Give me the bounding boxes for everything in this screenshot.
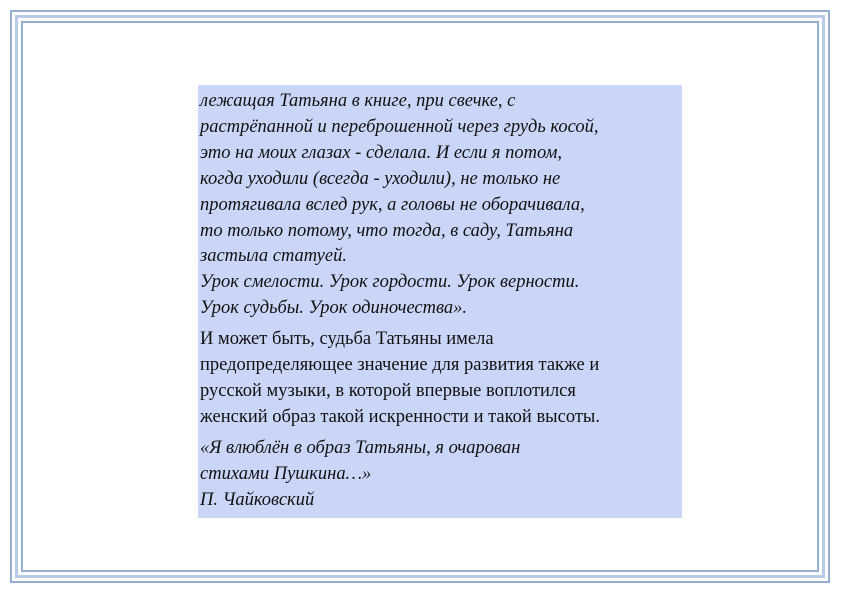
text-line: «Я влюблён в образ Татьяны, я очарован bbox=[200, 437, 521, 458]
commentary-paragraph bbox=[200, 327, 680, 431]
text-line: то только потому, что тогда, в саду, Татьяна bbox=[200, 220, 574, 241]
text-line: это на моих глазах - сделала. И если я потом, bbox=[200, 142, 562, 163]
text-line: застыла статуей. bbox=[200, 246, 347, 267]
text-line: стихами Пушкина…» bbox=[200, 463, 372, 484]
text-line: женский образ такой искренности и такой высоты. bbox=[200, 406, 600, 427]
text-line: Урок судьбы. Урок одиночества». bbox=[200, 298, 468, 319]
text-line: растрёпанной и переброшенной через грудь косой, bbox=[200, 116, 599, 137]
text-line: русской музыки, в которой впервые воплотился bbox=[200, 380, 576, 401]
quote-text-box bbox=[198, 85, 682, 518]
tsvetaeva-quote-paragraph bbox=[200, 89, 680, 322]
tchaikovsky-quote-paragraph bbox=[200, 436, 680, 514]
text-line: когда уходили (всегда - уходили), не только не bbox=[200, 168, 561, 189]
text-line: предопределяющее значение для развития также и bbox=[200, 355, 600, 376]
text-line: протягивала вслед рук, а головы не оборачивала, bbox=[200, 194, 585, 215]
text-line: И может быть, судьба Татьяны имела bbox=[200, 329, 494, 350]
quote-author: П. Чайковский bbox=[200, 489, 315, 510]
text-line: Урок смелости. Урок гордости. Урок верности. bbox=[200, 272, 580, 293]
text-line: лежащая Татьяна в книге, при свечке, с bbox=[200, 91, 516, 111]
